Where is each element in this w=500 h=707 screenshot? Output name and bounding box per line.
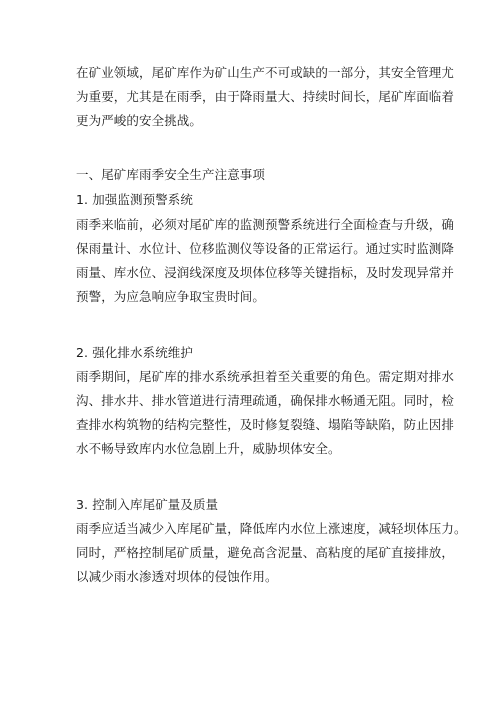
paragraph-line: 以减少雨水渗透对坝体的侵蚀作用。 xyxy=(76,569,278,584)
paragraph-line: 预警，为应急响应争取宝贵时间。 xyxy=(76,289,266,304)
item-heading: 3. 控制入库尾矿量及质量 xyxy=(76,497,219,512)
item-heading: 1. 加强监测预警系统 xyxy=(76,192,193,207)
section-title: 一、尾矿库雨季安全生产注意事项 xyxy=(76,167,266,182)
paragraph-line: 雨量、库水位、浸润线深度及坝体位移等关键指标，及时发现异常并 xyxy=(76,265,455,280)
intro-line: 更为严峻的安全挑战。 xyxy=(76,113,203,128)
intro-line: 在矿业领域，尾矿库作为矿山生产不可或缺的一部分，其安全管理尤 xyxy=(76,65,455,80)
paragraph-line: 雨季应适当减少入库尾矿量，降低库内水位上涨速度，减轻坝体压力。 xyxy=(76,521,467,536)
paragraph-line: 同时，严格控制尾矿质量，避免高含泥量、高粘度的尾矿直接排放， xyxy=(76,545,455,560)
paragraph-line: 沟、排水井、排水管道进行清理疏通，确保排水畅通无阻。同时，检 xyxy=(76,393,455,408)
paragraph-line: 水不畅导致库内水位急剧上升，威胁坝体安全。 xyxy=(76,441,341,456)
paragraph-line: 雨季期间，尾矿库的排水系统承担着至关重要的角色。需定期对排水 xyxy=(76,369,455,384)
paragraph-line: 保雨量计、水位计、位移监测仪等设备的正常运行。通过实时监测降 xyxy=(76,241,455,256)
intro-line: 为重要，尤其是在雨季，由于降雨量大、持续时间长，尾矿库面临着 xyxy=(76,89,455,104)
paragraph-line: 查排水构筑物的结构完整性，及时修复裂缝、塌陷等缺陷，防止因排 xyxy=(76,417,455,432)
paragraph-line: 雨季来临前，必须对尾矿库的监测预警系统进行全面检查与升级，确 xyxy=(76,217,455,232)
item-heading: 2. 强化排水系统维护 xyxy=(76,345,193,360)
